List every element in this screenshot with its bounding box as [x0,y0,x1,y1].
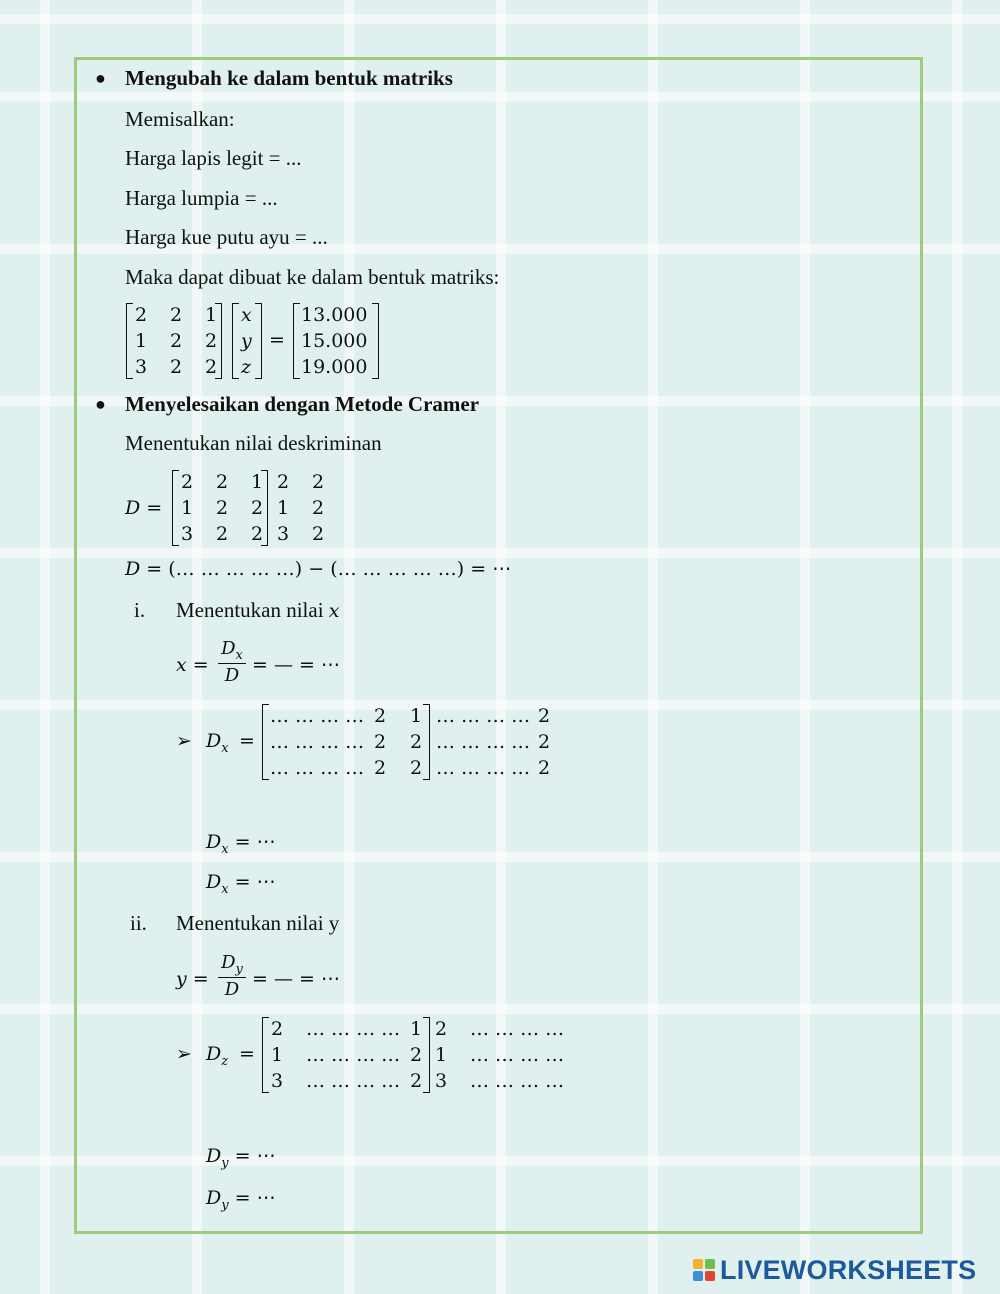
dz-equals: = [239,1043,255,1065]
matrix-cell: 1 [135,330,148,352]
equals-sign: = [269,329,285,351]
matrix-cell: 2 [374,731,387,753]
y-formula-rhs: = — = ⋯ [252,968,340,990]
step-i-number: i. [134,598,146,622]
vector-cell: x [241,304,252,326]
dx-result-1: $D_x$ = ⋯ [206,831,276,857]
extra-column-cell: … … … … [470,1018,565,1040]
dz-matrix [262,1017,430,1093]
matrix-cell: … … … … [270,757,365,779]
extra-column-cell: 2 [312,523,325,545]
d-label: D = [125,497,163,519]
matrix-cell: 2 [205,356,218,378]
extra-column-cell: 1 [435,1044,448,1066]
matrix-cell: … … … … [306,1044,401,1066]
matrix-cell: … … … … [306,1070,401,1092]
determinant-intro: Menentukan nilai deskriminan [125,431,382,455]
determinant-formula-lhs: D [125,558,141,580]
vector-cell: y [241,330,252,352]
bullet-icon: ● [95,68,106,88]
extra-column-cell: … … … … [470,1070,565,1092]
matrix-cell: 2 [251,497,264,519]
step-ii-number: ii. [130,911,147,935]
dx-matrix [262,704,430,780]
matrix-cell: 3 [181,523,194,545]
matrix-cell: 2 [410,1070,423,1092]
vector-cell: 13.000 [301,304,368,326]
extra-column-cell: 3 [435,1070,448,1092]
y-fraction [218,952,246,1001]
logo-squares-icon [693,1259,715,1281]
variable-lumpia: Harga lumpia = ... [125,186,278,210]
matrix-cell: 1 [410,1018,423,1040]
logo-text: LIVEWORKSHEETS [720,1254,977,1285]
matrix-cell: 2 [135,304,148,326]
extra-column-cell: … … … … [436,731,531,753]
variable-vector [232,303,262,379]
matrix-cell: 1 [181,497,194,519]
vector-cell: 15.000 [301,330,368,352]
matrix-cell: 2 [216,471,229,493]
matrix-cell: 2 [271,1018,284,1040]
y-fraction-denominator: D [224,979,240,1001]
x-fraction-denominator: D [224,665,240,687]
step-ii-label: Menentukan nilai y [176,911,340,935]
step-i-label [176,597,340,624]
constant-vector [293,303,379,379]
extra-column-cell: 2 [312,471,325,493]
extra-column-cell: 2 [277,471,290,493]
dy-result-1: $D_y$ = ⋯ [206,1145,276,1171]
matrix-cell: 2 [251,523,264,545]
vector-cell: 19.000 [301,356,368,378]
x-fraction-numerator: $D_x$ [221,638,243,663]
bullet-icon: ● [95,394,106,414]
extra-column-cell: 2 [538,731,551,753]
liveworksheets-logo[interactable] [693,1255,976,1285]
extra-column-cell: 2 [435,1018,448,1040]
matrix-cell: 2 [181,471,194,493]
matrix-intro-text: Maka dapat dibuat ke dalam bentuk matriks: [125,265,500,289]
dx-result-2: $D_x$ = ⋯ [206,871,276,897]
extra-column-cell: … … … … [470,1044,565,1066]
matrix-cell: 1 [251,471,264,493]
section-heading-cramer: Menyelesaikan dengan Metode Cramer [125,392,480,416]
extra-column-cell: 2 [538,757,551,779]
matrix-cell: 2 [410,731,423,753]
matrix-cell: 2 [216,497,229,519]
vector-cell: z [241,356,252,378]
matrix-cell: … … … … [306,1018,401,1040]
dx-label: $D_x$ [206,730,229,756]
matrix-cell: 1 [271,1044,284,1066]
matrix-cell: 3 [135,356,148,378]
matrix-cell: 2 [205,330,218,352]
matrix-cell: 2 [170,304,183,326]
determinant-formula [125,558,511,580]
intro-text: Memisalkan: [125,107,235,131]
y-fraction-numerator: $D_y$ [221,952,243,977]
matrix-cell: 2 [374,705,387,727]
step-i-variable: x [328,600,340,622]
x-formula-lhs: x = [176,654,209,676]
x-formula-rhs: = — = ⋯ [252,654,340,676]
y-formula-lhs: y = [176,968,209,990]
coefficient-matrix [126,303,222,379]
matrix-cell: … … … … [270,705,365,727]
determinant-matrix [172,470,268,546]
variable-putu-ayu: Harga kue putu ayu = ... [125,225,328,249]
matrix-cell: 1 [410,705,423,727]
extra-column-cell: 2 [538,705,551,727]
variable-lapis-legit: Harga lapis legit = ... [125,146,302,170]
dx-equals: = [239,730,255,752]
section-heading-matrix: Mengubah ke dalam bentuk matriks [125,66,453,90]
matrix-cell: 2 [410,757,423,779]
matrix-cell: 1 [205,304,218,326]
matrix-cell: 2 [410,1044,423,1066]
extra-column-cell: 1 [277,497,290,519]
matrix-cell: … … … … [270,731,365,753]
extra-column-cell: 2 [312,497,325,519]
arrow-icon: ➢ [176,730,192,752]
step-i-label-text: Menentukan nilai [176,598,324,622]
arrow-icon: ➢ [176,1043,192,1065]
matrix-cell: 2 [374,757,387,779]
matrix-cell: 2 [216,523,229,545]
matrix-cell: 3 [271,1070,284,1092]
dz-label: $D_z$ [206,1043,229,1069]
extra-column-cell: 3 [277,523,290,545]
matrix-cell: 2 [170,330,183,352]
extra-column-cell: … … … … [436,705,531,727]
x-fraction [218,638,246,687]
dy-result-2: $D_y$ = ⋯ [206,1187,276,1213]
determinant-formula-rhs: = (… … … … …) − (… … … … …) = ⋯ [146,558,512,580]
extra-column-cell: … … … … [436,757,531,779]
matrix-cell: 2 [170,356,183,378]
